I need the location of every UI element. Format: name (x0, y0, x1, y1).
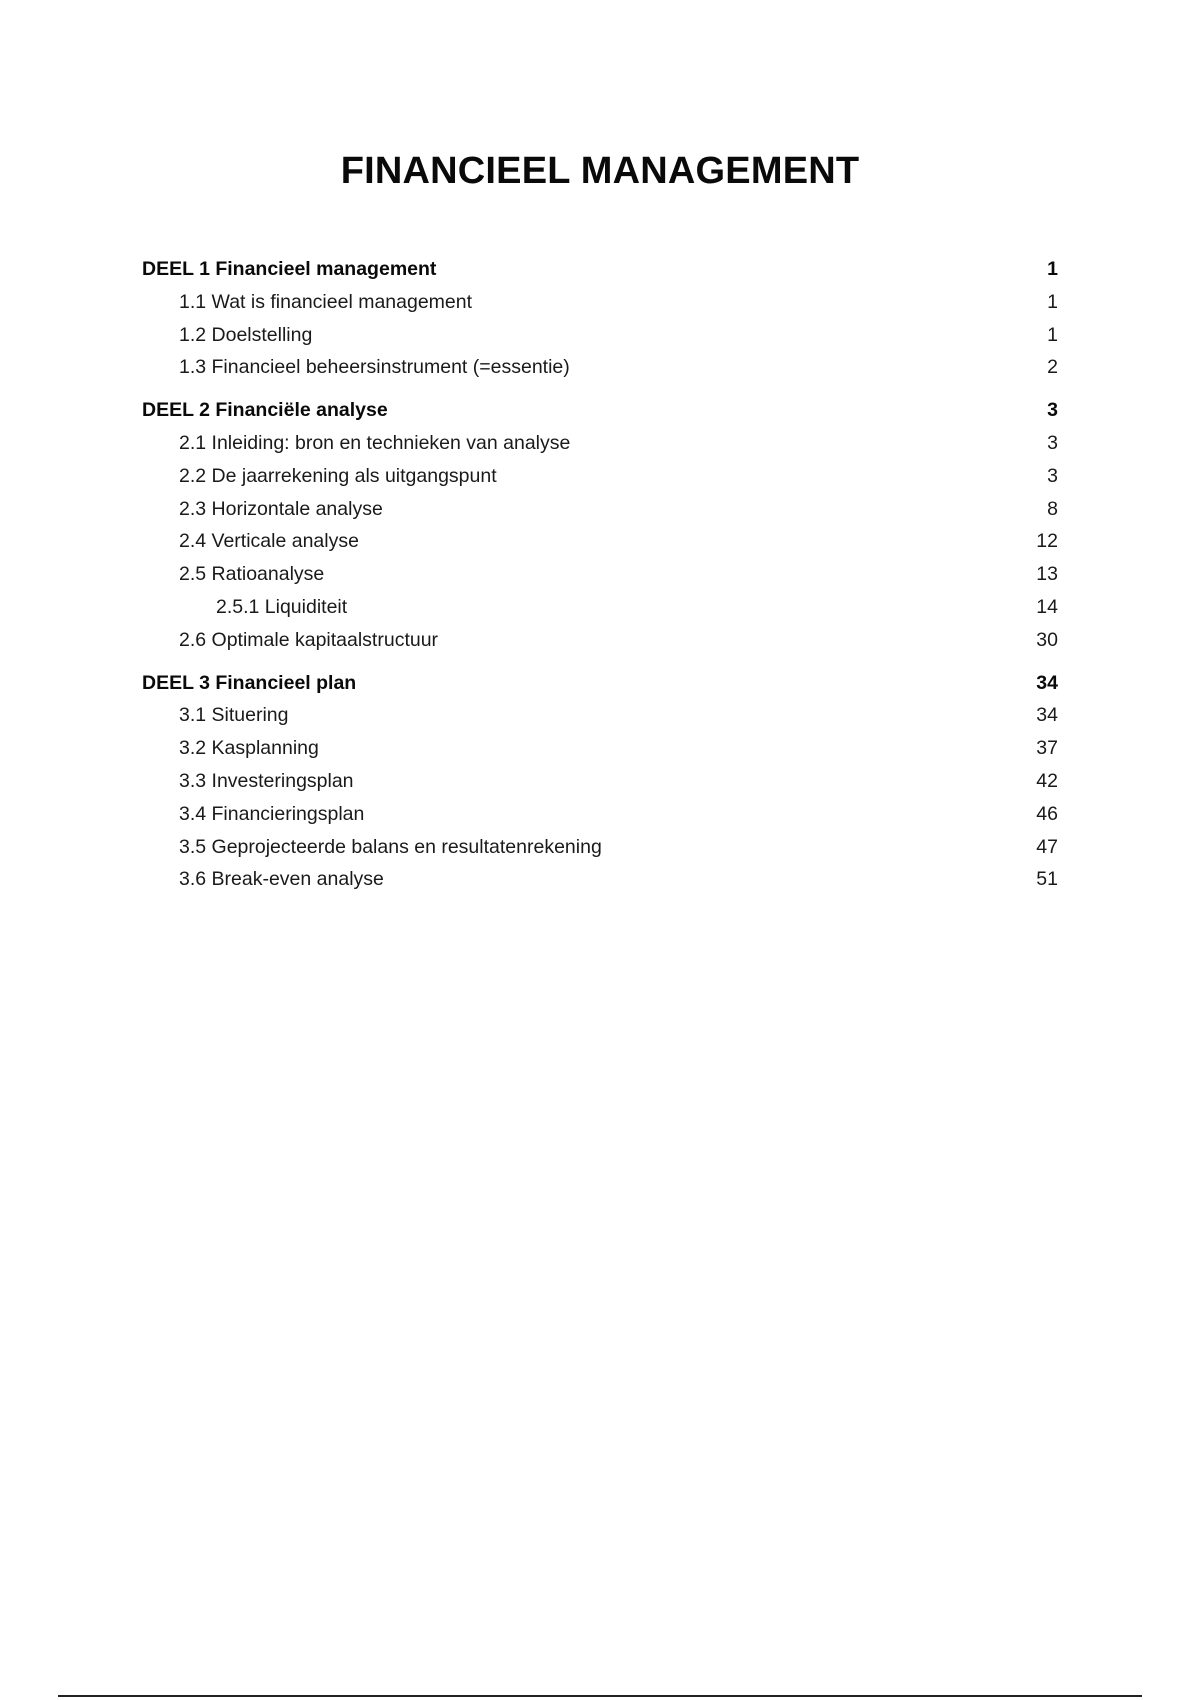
toc-page-number: 1 (1047, 258, 1058, 280)
toc-entry-label: 3.1 Situering (179, 704, 289, 727)
toc-entry-label: DEEL 2 Financiële analyse (142, 399, 388, 422)
toc-entry-label: DEEL 3 Financieel plan (142, 671, 357, 694)
toc-page-number: 37 (1036, 737, 1058, 760)
footer-divider (58, 1695, 1142, 1697)
toc-part-heading[interactable] (142, 394, 1058, 427)
toc-part-heading[interactable] (142, 667, 1058, 700)
toc-page-number: 34 (1036, 704, 1058, 727)
toc-entry-label: 1.1 Wat is financieel management (179, 290, 473, 313)
toc-entry-label: 3.2 Kasplanning (179, 737, 319, 760)
toc-page-number: 14 (1036, 595, 1058, 618)
toc-page-number: 3 (1047, 431, 1058, 454)
toc-entry[interactable] (142, 460, 1058, 493)
toc-entry-label: 3.3 Investeringsplan (179, 769, 354, 792)
page-title: FINANCIEEL MANAGEMENT (340, 150, 860, 192)
toc-page-number: 42 (1036, 769, 1058, 792)
toc-entry-label: 2.2 De jaarrekening als uitgangspunt (179, 464, 497, 487)
toc-page-number: 13 (1036, 563, 1058, 586)
toc-entry[interactable] (142, 525, 1058, 558)
toc-entry[interactable] (142, 831, 1058, 864)
toc-page-number: 8 (1047, 497, 1058, 520)
toc-entry-label: 2.5.1 Liquiditeit (216, 595, 348, 618)
toc-entry-label: DEEL 1 Financieel management (142, 258, 437, 280)
toc-entry-label: 2.6 Optimale kapitaalstructuur (179, 628, 439, 651)
toc-entry[interactable] (142, 732, 1058, 765)
table-of-contents (142, 253, 1058, 906)
toc-page-number: 34 (1036, 671, 1058, 694)
toc-section (142, 253, 1058, 384)
toc-entry[interactable] (142, 286, 1058, 319)
toc-entry[interactable] (142, 319, 1058, 352)
toc-entry[interactable] (142, 863, 1058, 896)
toc-entry-label: 1.3 Financieel beheersinstrument (=essentie) (179, 356, 570, 379)
toc-entry-label: 2.5 Ratioanalyse (179, 563, 325, 586)
toc-entry-label: 3.6 Break-even analyse (179, 868, 384, 891)
toc-entry[interactable] (142, 798, 1058, 831)
toc-entry[interactable] (142, 558, 1058, 591)
toc-part-heading[interactable] (142, 253, 1058, 286)
toc-entry-label: 3.4 Financieringsplan (179, 802, 365, 825)
toc-entry[interactable] (142, 699, 1058, 732)
toc-entry[interactable] (142, 624, 1058, 657)
toc-entry-label: 1.2 Doelstelling (179, 323, 313, 346)
toc-entry-label: 2.1 Inleiding: bron en technieken van analyse (179, 431, 571, 454)
toc-page-number: 1 (1047, 323, 1058, 346)
toc-entry-label: 2.4 Verticale analyse (179, 530, 359, 553)
toc-page-number: 2 (1047, 356, 1058, 379)
toc-page-number: 3 (1047, 399, 1058, 422)
toc-page-number: 3 (1047, 464, 1058, 487)
toc-page-number: 47 (1036, 835, 1058, 858)
toc-page-number: 30 (1036, 628, 1058, 651)
toc-section (142, 394, 1058, 656)
toc-section (142, 667, 1058, 897)
toc-page-number: 46 (1036, 802, 1058, 825)
toc-page-number: 51 (1036, 868, 1058, 891)
toc-entry[interactable] (142, 765, 1058, 798)
toc-entry[interactable] (142, 351, 1058, 384)
toc-entry-label: 2.3 Horizontale analyse (179, 497, 383, 520)
toc-entry-label: 3.5 Geprojecteerde balans en resultatenrekening (179, 835, 602, 858)
toc-entry[interactable] (142, 591, 1058, 624)
toc-entry[interactable] (142, 493, 1058, 526)
toc-entry[interactable] (142, 427, 1058, 460)
toc-page-number: 1 (1047, 290, 1058, 313)
toc-page-number: 12 (1036, 530, 1058, 553)
